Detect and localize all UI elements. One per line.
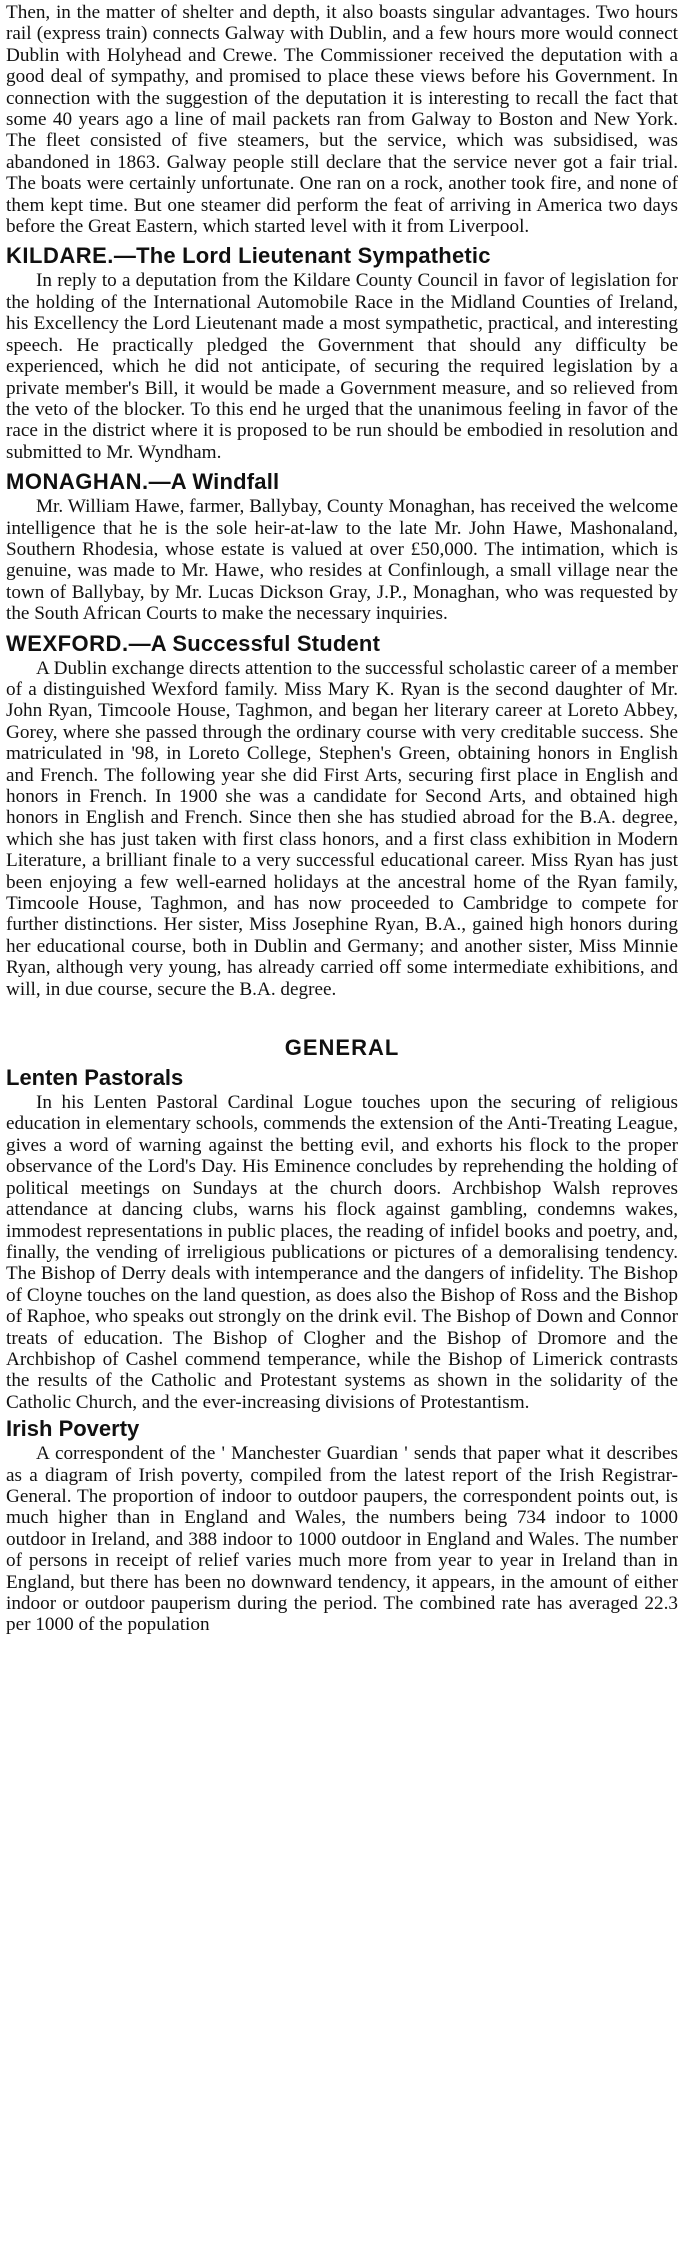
article-heading (6, 469, 678, 495)
section-irish-poverty (6, 1416, 678, 1636)
article-body: A Dublin exchange directs attention to the successful scholastic career of a member of a distinguished Wexford family. Miss Mary K. Ryan is the second daughter of Mr. John Ryan, Timcoole House, Taghmon, and began her literary career at Loreto Abbey, Gorey, where she passed through the ordinary course with very creditable success. She matriculated in '98, in Loreto College, Stephen's Green, obtaining honors in English and French. The following year she did First Arts, securing first place in English and honors in French. In 1900 she was a candidate for Second Arts, and obtained high honors in English and French. Since then she has studied abroad for the B.A. degree, which she has just taken with first class honors, and a first class exhibition in Modern Literature, a brilliant finale to a very successful educational career. Miss Ryan has just been enjoying a few well-earned holidays at the ancestral home of the Ryan family, Timcoole House, Taghmon, and has now proceeded to Cambridge to compete for further distinctions. Her sister, Miss Josephine Ryan, B.A., gained high honors during her educational course, both in Dublin and Germany; and another sister, Miss Minnie Ryan, although very young, has already carried off some intermediate exhibitions, and will, in due course, secure the B.A. degree. (6, 657, 678, 1000)
general-section-heading: GENERAL (284, 1035, 400, 1061)
county-name: KILDARE. (6, 243, 114, 269)
section-title: Irish Poverty (6, 1416, 140, 1442)
article-kildare (6, 243, 678, 463)
county-name: WEXFORD. (6, 630, 129, 656)
article-title: —The Lord Lieutenant Sympathetic (113, 243, 491, 269)
article-title: —A Windfall (148, 469, 280, 495)
county-name: MONAGHAN. (6, 469, 149, 495)
article-heading (6, 631, 678, 657)
article-wexford (6, 631, 678, 1001)
lead-paragraph: Then, in the matter of shelter and depth, it also boasts singular advantages. Two hours rail (express train) connects Galway with Dublin, and a few hours more would connect Dublin with Holyhead and Crewe. The Commissioner received the deputation with a good deal of sympathy, and promised to place these views before his Government. In connection with the suggestion of the deputation it is interesting to recall the fact that some 40 years ago a line of mail packets ran from Galway to Boston and New York. The fleet consisted of five steamers, but the service, which was subsidised, was abandoned in 1863. Galway people still declare that the service never got a fair trial. The boats were certainly unfortunate. One ran on a rock, another took fire, and none of them kept time. But one steamer did perform the feat of arriving in America two days before the Great Eastern, which started level with it from Liverpool. (6, 2, 678, 238)
article-heading (6, 243, 678, 269)
section-body: A correspondent of the ' Manchester Guardian ' sends that paper what it describes as a diagram of Irish poverty, compiled from the latest report of the Irish Registrar-General. The proportion of indoor to outdoor paupers, the correspondent points out, is much higher than in England and Wales, the numbers being 734 indoor to 1000 outdoor in Ireland, and 388 indoor to 1000 outdoor in England and Wales. The number of persons in receipt of relief varies much more from year to year in Ireland than in England, but there has been no downward tendency, it appears, in the amount of either indoor or outdoor pauperism during the period. The combined rate has averaged 22.3 per 1000 of the population (6, 1443, 678, 1636)
article-body: In reply to a deputation from the Kildare County Council in favor of legislation for the holding of the International Automobile Race in the Midland Counties of Ireland, his Excellency the Lord Lieutenant made a most sympathetic, practical, and interesting speech. He practically pledged the Government that should any difficulty be experienced, which he did not anticipate, of securing the required legislation by a private member's Bill, it would be made a Government measure, and so relieved from the veto of the blocker. To this end he urged that the unanimous feeling in favor of the race in the district where it is proposed to be run should be embodied in resolution and submitted to Mr. Wyndham. (6, 270, 678, 463)
section-body: In his Lenten Pastoral Cardinal Logue touches upon the securing of religious education in elementary schools, commends the extension of the Anti-Treating League, gives a word of warning against the betting evil, and exhorts his flock to the proper observance of the Lord's Day. His Eminence concludes by reprehending the holding of political meetings on Sundays at the church doors. Archbishop Walsh reproves attendance at dancing clubs, warns his flock against gambling, condemns wakes, immodest representations in public places, the reading of infidel books and poetry, and, finally, the vending of irreligious publications or pictures of a demoralising tendency. The Bishop of Derry deals with intemperance and the dangers of infidelity. The Bishop of Cloyne touches on the land question, as does also the Bishop of Ross and the Bishop of Raphoe, who speaks out strongly on the drink evil. The Bishop of Down and Connor treats of education. The Bishop of Clogher and the Bishop of Dromore and the Archbishop of Cashel commend temperance, while the Bishop of Limerick contrasts the results of the Catholic and Protestant systems as shown in the solidarity of the Catholic Church, and the ever-increasing divisions of Protestantism. (6, 1092, 678, 1413)
section-title: Lenten Pastorals (6, 1065, 184, 1091)
article-title: —A Successful Student (128, 630, 381, 656)
article-body: Mr. William Hawe, farmer, Ballybay, County Monaghan, has received the welcome intelligence that he is the sole heir-at-law to the late Mr. John Hawe, Mashonaland, Southern Rhodesia, whose estate is valued at over £50,000. The intimation, which is genuine, was made to Mr. Hawe, who resides at Confinlough, a small village near the town of Ballybay, by Mr. Lucas Dickson Gray, J.P., Monaghan, who was requested by the South African Courts to make the necessary inquiries. (6, 496, 678, 625)
section-lenten-pastorals (6, 1065, 678, 1413)
article-monaghan (6, 469, 678, 624)
